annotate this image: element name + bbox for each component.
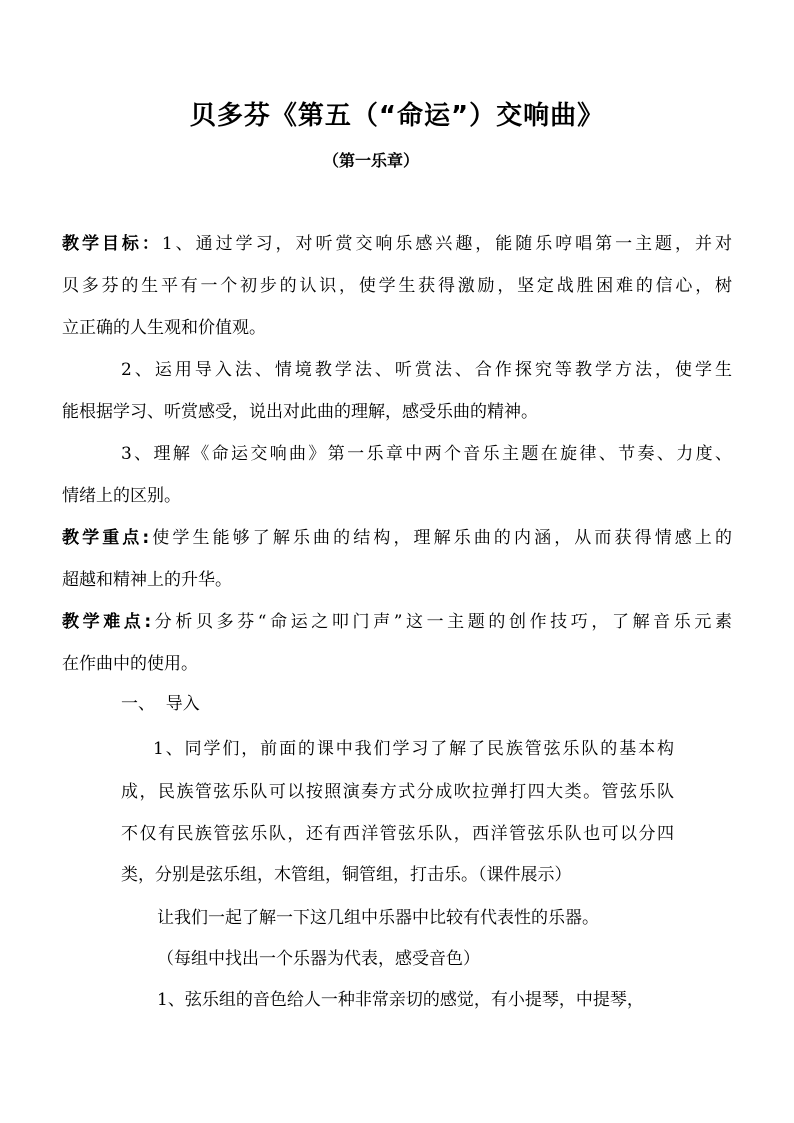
key-points-text-1: 使学生能够了解乐曲的结构，理解乐曲的内涵，从而获得情感上的 (149, 528, 732, 548)
section-p1-line2: 成，民族管弦乐队可以按照演奏方式分成吹拉弹打四大类。管弦乐队 (121, 782, 674, 802)
objectives-line-1 (62, 233, 732, 255)
section-p2: 让我们一起了解一下这几组中乐器中比较有代表性的乐器。 (157, 908, 599, 928)
objectives-item2-line2: 能根据学习、听赏感受，说出对此曲的理解，感受乐曲的精神。 (62, 402, 538, 422)
key-points-line-2: 超越和精神上的升华。 (62, 570, 232, 590)
section-p3: （每组中找出一个乐器为代表，感受音色） (157, 949, 480, 969)
difficulties-label: 教学难点: (62, 612, 152, 632)
difficulties-text-1: 分析贝多芬“命运之叩门声”这一主题的创作技巧，了解音乐元素 (151, 612, 732, 632)
objectives-item1-line3: 立正确的人生观和价值观。 (62, 318, 266, 338)
section-heading: 一、 导入 (121, 694, 200, 714)
objectives-item3-line2: 情绪上的区别。 (62, 486, 181, 506)
objectives-item2-line1: 2、运用导入法、情境教学法、听赏法、合作探究等教学方法，使学生 (121, 360, 732, 380)
section-p1-line3: 不仅有民族管弦乐队，还有西洋管弦乐队，西洋管弦乐队也可以分四 (121, 824, 674, 844)
objectives-item1-line1: 1、通过学习，对听赏交响乐感兴趣，能随乐哼唱第一主题，并对 (161, 234, 732, 254)
section-p1-line4: 类，分别是弦乐组，木管组，铜管组，打击乐。（课件展示） (121, 865, 572, 885)
document-subtitle: （第一乐章） (323, 151, 420, 170)
difficulties-line-1 (62, 611, 732, 633)
section-p4: 1、弦乐组的音色给人一种非常亲切的感觉，有小提琴，中提琴， (157, 990, 644, 1010)
section-p1-line1: 1、同学们，前面的课中我们学习了解了民族管弦乐队的基本构 (153, 739, 674, 759)
objectives-item1-line2: 贝多芬的生平有一个初步的认识，使学生获得激励，坚定战胜困难的信心，树 (62, 276, 732, 296)
objectives-item3-line1: 3、理解《命运交响曲》第一乐章中两个音乐主题在旋律、节奏、力度、 (121, 444, 732, 464)
key-points-label: 教学重点: (62, 528, 150, 548)
document-title: 贝多芬《第五（“命运”）交响曲》 (189, 101, 605, 131)
key-points-line-1 (62, 527, 732, 549)
objectives-label: 教学目标： (62, 234, 162, 254)
difficulties-line-2: 在作曲中的使用。 (62, 654, 198, 674)
